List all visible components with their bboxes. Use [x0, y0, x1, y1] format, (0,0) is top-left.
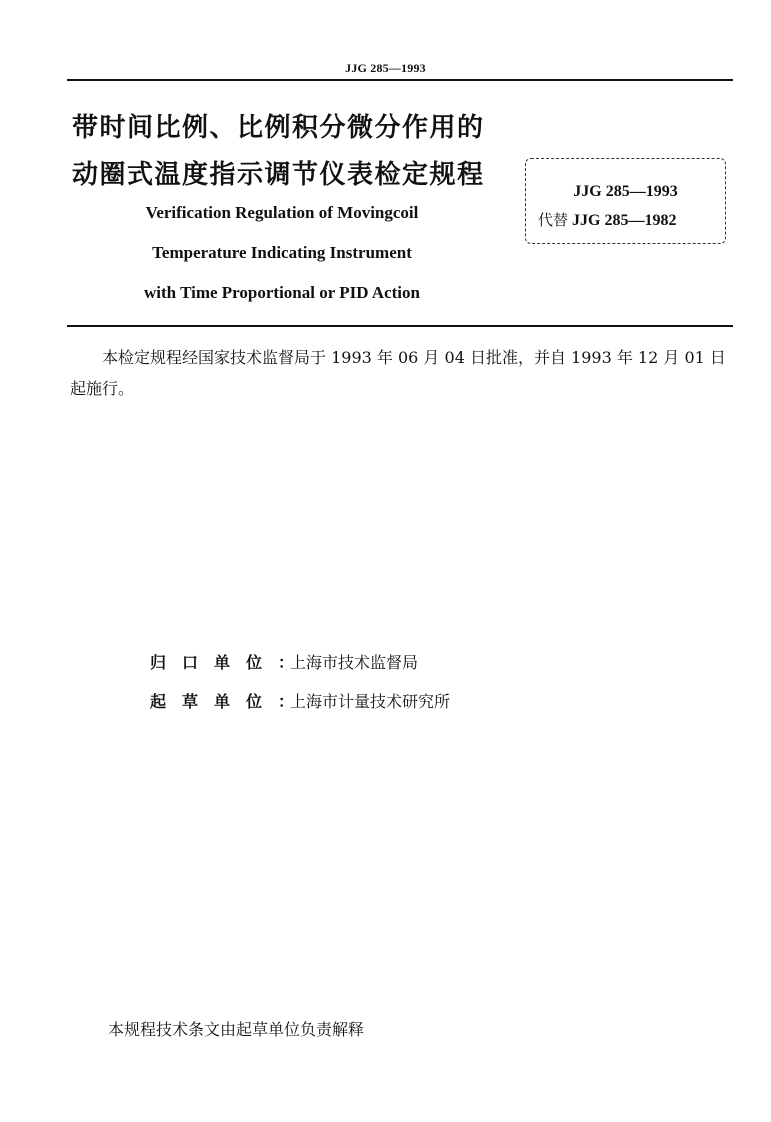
chinese-title-line-2: 动圈式温度指示调节仪表检定规程	[72, 160, 485, 190]
section-rule	[67, 325, 733, 327]
chinese-title-line-1: 带时间比例、比例积分微分作用的	[72, 113, 485, 143]
english-title-line-1: Verification Regulation of Movingcoil	[145, 203, 419, 222]
unit-value-2: 上海市计量技术研究所	[290, 692, 451, 711]
english-title-line-3: with Time Proportional or PID Action	[144, 283, 420, 302]
english-title-line-2: Temperature Indicating Instrument	[152, 243, 412, 262]
unit-value-1: 上海市技术监督局	[290, 653, 419, 672]
replaces-label: 代替	[538, 211, 569, 229]
code-box-code: JJG 285—1993	[573, 183, 678, 200]
unit-row-1	[150, 650, 418, 673]
footer-note: 本规程技术条文由起草单位负责解释	[108, 1020, 365, 1039]
unit-label-2: 起草单位：	[150, 692, 311, 711]
code-box-frame	[525, 158, 726, 244]
approval-paragraph: 本检定规程经国家技术监督局于 1993 年 06 月 04 日批准，并自 1993 年 12 月 01 日起施行。	[70, 348, 726, 398]
replaces-code: JJG 285—1982	[572, 212, 677, 229]
header-rule	[67, 79, 733, 81]
unit-row-2	[150, 689, 450, 712]
unit-label-1: 归口单位：	[150, 653, 311, 672]
header-code: JJG 285—1993	[345, 61, 426, 75]
